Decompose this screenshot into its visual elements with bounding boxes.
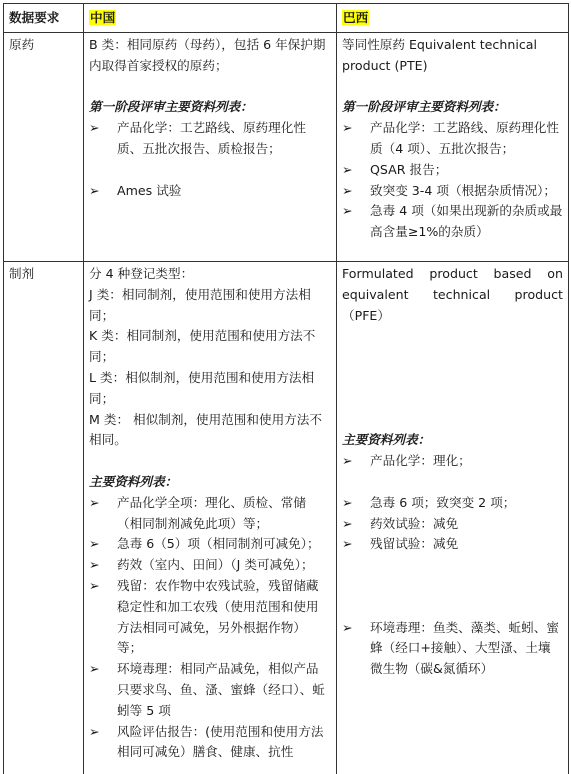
list-item: ➢ 产品化学全项：理化、质检、常储（相同制剂减免此项）等； <box>89 494 306 531</box>
arrow-bullet-icon: ➢ <box>342 182 353 198</box>
china-cell <box>84 262 337 774</box>
brazil-cell <box>337 262 569 774</box>
row-label: 原药 <box>4 33 84 262</box>
brazil-cell <box>337 33 569 262</box>
list-item: ➢ 急毒 4 项（如果出现新的杂质或最高含量≥1%的杂质） <box>342 203 563 240</box>
highlighted-text: 中国 <box>90 10 116 25</box>
intro-line: L 类：相似制剂，使用范围和使用方法相同； <box>89 369 315 406</box>
arrow-bullet-icon: ➢ <box>89 494 100 510</box>
arrow-bullet-icon: ➢ <box>342 203 353 219</box>
arrow-bullet-icon: ➢ <box>342 453 353 469</box>
list-item: ➢ 风险评估报告：(使用范围和使用方法相同可减免）膳食、健康、抗性 <box>89 723 324 760</box>
arrow-bullet-icon: ➢ <box>342 494 353 510</box>
arrow-bullet-icon: ➢ <box>342 515 353 531</box>
list-item: ➢ 药效试验：减免 <box>342 514 563 535</box>
arrow-bullet-icon: ➢ <box>89 661 100 677</box>
list-item: ➢ 药效（室内、田间）（J 类可减免）； <box>89 555 331 576</box>
table-row <box>4 33 569 262</box>
comparison-table <box>3 3 569 774</box>
arrow-bullet-icon: ➢ <box>342 161 353 177</box>
header-china <box>84 4 337 33</box>
list-item: ➢ 急毒 6 项；致突变 2 项； <box>342 493 563 514</box>
arrow-bullet-icon: ➢ <box>89 536 100 552</box>
list-title: 第一阶段评审主要资料列表： <box>342 99 506 115</box>
cell-intro: Formulated product based on equivalent technical product （PFE） <box>342 266 563 323</box>
cell-intro: 等同性原药 Equivalent technical product (PTE) <box>342 37 537 73</box>
intro-line: 分 4 种登记类型： <box>89 266 194 281</box>
list-item: ➢ 致突变 3-4 项（根据杂质情况）； <box>342 181 563 202</box>
row-label: 制剂 <box>4 262 84 774</box>
intro-line: J 类：相同制剂，使用范围和使用方法相同； <box>89 286 311 323</box>
list-item: ➢ 急毒 6（5）项（相同制剂可减免）； <box>89 534 331 555</box>
arrow-bullet-icon: ➢ <box>342 536 353 552</box>
list-item: ➢ 产品化学：工艺路线、原药理化性质、五批次报告、质检报告； <box>89 120 306 156</box>
table-row <box>4 262 569 774</box>
arrow-bullet-icon: ➢ <box>89 557 100 573</box>
arrow-bullet-icon: ➢ <box>89 120 100 136</box>
highlighted-text: 巴西 <box>343 10 369 25</box>
arrow-bullet-icon: ➢ <box>89 723 100 739</box>
arrow-bullet-icon: ➢ <box>89 577 100 593</box>
china-cell <box>84 33 337 262</box>
list-item: ➢ 产品化学：工艺路线、原药理化性质（4 项）、五批次报告； <box>342 120 559 156</box>
list-item: ➢ 残留试验：减免 <box>342 534 563 555</box>
header-brazil <box>337 4 569 33</box>
header-requirement: 数据要求 <box>4 4 84 33</box>
cell-intro: B 类：相同原药（母药），包括 6 年保护期内取得首家授权的原药； <box>89 37 326 73</box>
arrow-bullet-icon: ➢ <box>342 120 353 136</box>
list-item: ➢ 残留：农作物中农残试验，残留储藏稳定性和加工农残（使用范围和使用方法相同可减免，另外根据作物）等； <box>89 577 319 656</box>
arrow-bullet-icon: ➢ <box>342 619 353 635</box>
table-header-row <box>4 4 569 33</box>
list-title: 主要资料列表： <box>89 473 178 489</box>
intro-line: M 类： 相似制剂，使用范围和使用方法不相同。 <box>89 411 322 448</box>
list-title: 主要资料列表： <box>342 432 431 448</box>
list-item: ➢ 产品化学：理化； <box>342 451 563 472</box>
arrow-bullet-icon: ➢ <box>89 182 100 198</box>
list-item: ➢ 环境毒理：相同产品减免，相似产品只要求鸟、鱼、溞、蜜蜂（经口）、蚯蚓等 5 项 <box>89 661 325 718</box>
intro-line: K 类：相同制剂，使用范围和使用方法不同； <box>89 328 316 365</box>
list-title: 第一阶段评审主要资料列表： <box>89 99 253 115</box>
list-item: ➢ Ames 试验 <box>89 181 331 202</box>
list-item: ➢ QSAR 报告； <box>342 160 563 181</box>
list-item: ➢ 环境毒理：鱼类、藻类、蚯蚓、蜜蜂（经口+接触）、大型溞、土壤微生物（碳&氮循环） <box>342 619 559 677</box>
